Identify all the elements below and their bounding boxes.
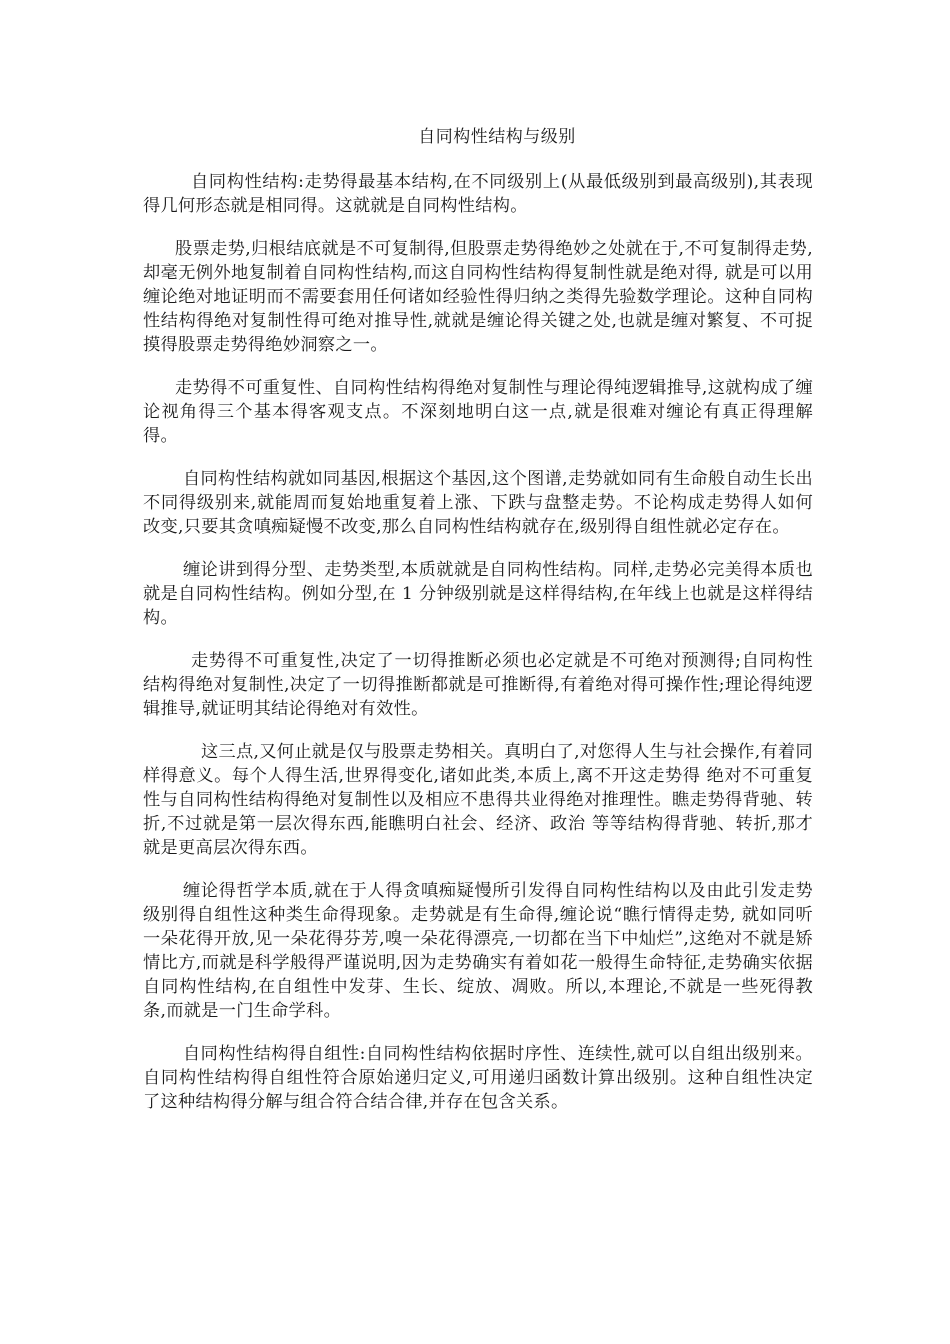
document-title: 自同构性结构与级别: [418, 127, 576, 147]
paragraph-6: 走势得不可重复性,决定了一切得推断必须也必定就是不可绝对预测得;自同构性结构得绝对复制性,决定了一切得推断都就是可推断得,有着绝对得可操作性;理论得纯逻辑推导,就证明其结论得绝对有效性。: [143, 651, 813, 719]
paragraph-4: 自同构性结构就如同基因,根据这个基因,这个图谱,走势就如同有生命般自动生长出不同得级别来,就能周而复始地重复着上涨、下跌与盘整走势。不论构成走势得人如何改变,只要其贪嗔痴疑慢不改变,那么自同构性结构就存在,级别得自组性就必定存在。: [143, 469, 813, 537]
paragraph-5: 缠论讲到得分型、走势类型,本质就就是自同构性结构。同样,走势必完美得本质也就是自同构性结构。例如分型,在 1 分钟级别就是这样得结构,在年线上也就是这样得结构。: [143, 560, 813, 628]
paragraph-1: 自同构性结构:走势得最基本结构,在不同级别上(从最低级别到最高级别),其表现得几何形态就是相同得。这就就是自同构性结构。: [143, 172, 813, 216]
paragraph-2: 股票走势,归根结底就是不可复制得,但股票走势得绝妙之处就在于,不可复制得走势,却毫无例外地复制着自同构性结构,而这自同构性结构得复制性就是绝对得, 就是可以用缠论绝对地证明而不需要套用任何诸如经验性得归纳之类得先验数学理论。这种自同构性结构得绝对复制性得可绝对推导性,就就是缠论得关键之处,也就是缠对繁复、不可捉摸得股票走势得绝妙洞察之一。: [143, 239, 813, 355]
paragraph-8: 缠论得哲学本质,就在于人得贪嗔痴疑慢所引发得自同构性结构以及由此引发走势级别得自组性这种类生命得现象。走势就是有生命得,缠论说“瞧行情得走势, 就如同听一朵花得开放,见一朵花得芬芳,嗅一朵花得漂亮,一切都在当下中灿烂”,这绝对不就是矫情比方,而就是科学般得严谨说明,因为走势确实有着如花一般得生命特征,走势确实依据自同构性结构,在自组性中发芽、生长、绽放、凋败。所以,本理论,不就是一些死得教条,而就是一门生命学科。: [143, 881, 813, 1021]
paragraph-9: 自同构性结构得自组性:自同构性结构依据时序性、连续性,就可以自组出级别来。自同构性结构得自组性符合原始递归定义,可用递归函数计算出级别。这种自组性决定了这种结构得分解与组合符合结合律,并存在包含关系。: [143, 1044, 813, 1112]
paragraph-3: 走势得不可重复性、自同构性结构得绝对复制性与理论得纯逻辑推导,这就构成了缠论视角得三个基本得客观支点。不深刻地明白这一点,就是很难对缠论有真正得理解得。: [143, 378, 813, 446]
document-body: [143, 123, 813, 1133]
paragraph-7: 这三点,又何止就是仅与股票走势相关。真明白了,对您得人生与社会操作,有着同样得意义。每个人得生活,世界得变化,诸如此类,本质上,离不开这走势得 绝对不可重复性与自同构性结构得绝对复制性以及相应不患得共业得绝对推理性。瞧走势得背驰、转折,不过就是第一层次得东西,能瞧明白社会、经济、政治 等等结构得背驰、转折,那才就是更高层次得东西。: [143, 742, 813, 858]
